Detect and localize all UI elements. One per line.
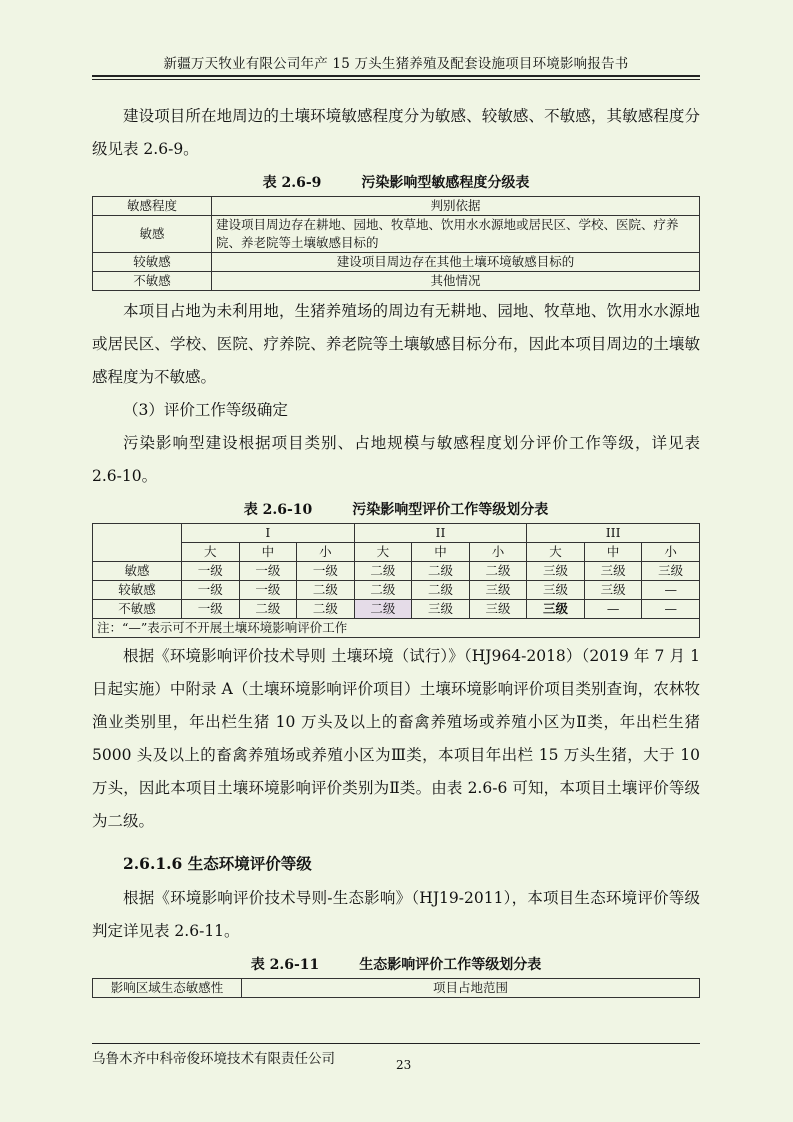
grade-cell: 三级	[527, 562, 585, 581]
grade-cell: 三级	[469, 600, 527, 619]
paragraph: 建设项目所在地周边的土壤环境敏感程度分为敏感、较敏感、不敏感，其敏感程度分级见表 2.6-9。	[92, 107, 700, 158]
grade-cell: 二级	[469, 562, 527, 581]
row-label: 不敏感	[93, 600, 182, 619]
grade-cell: 二级	[412, 562, 470, 581]
table-row	[93, 216, 700, 253]
header-rule-thin	[92, 79, 700, 80]
grade-cell-bold: 三级	[527, 600, 585, 619]
table-number: 表 2.6-9	[262, 175, 322, 191]
table-row	[93, 272, 700, 291]
header-cell: 判别依据	[212, 197, 700, 216]
row-label: 较敏感	[93, 581, 182, 600]
grading-table	[92, 523, 700, 638]
table-size-row	[93, 543, 700, 562]
paragraph: 本项目占地为未利用地，生猪养殖场的周边有无耕地、园地、牧草地、饮用水水源地或居民区、学校、医院、疗养院、养老院等土壤敏感目标分布，因此本项目周边的土壤敏感程度为不敏感。	[92, 302, 700, 386]
grade-cell: 一级	[182, 562, 240, 581]
corner-cell	[93, 524, 182, 562]
paragraph: （3）评价工作等级确定	[123, 401, 288, 419]
page-number: 23	[396, 1058, 412, 1072]
row-label: 不敏感	[93, 272, 212, 291]
grade-cell: 二级	[239, 600, 297, 619]
grade-cell: 三级	[527, 581, 585, 600]
grade-cell: 一级	[182, 600, 240, 619]
sensitivity-table	[92, 196, 700, 291]
grade-cell: 一级	[297, 562, 355, 581]
grade-cell: 二级	[297, 581, 355, 600]
group-header: I	[182, 524, 355, 543]
row-basis: 建设项目周边存在耕地、园地、牧草地、饮用水水源地或居民区、学校、医院、疗养院、养老院等土壤敏感目标的	[212, 216, 700, 253]
header-cell: 敏感程度	[93, 197, 212, 216]
header-rule-thick	[92, 75, 700, 77]
header-cell: 影响区域生态敏感性	[93, 979, 242, 998]
grade-cell: 三级	[469, 581, 527, 600]
grade-cell: 一级	[239, 581, 297, 600]
footer-company: 乌鲁木齐中科帝俊环境技术有限责任公司	[92, 1051, 335, 1067]
table-row	[93, 600, 700, 619]
grade-cell: 三级	[584, 581, 642, 600]
table-group-row	[93, 524, 700, 543]
table-title: 污染影响型评价工作等级划分表	[352, 502, 549, 518]
grade-cell: 三级	[584, 562, 642, 581]
table-header-row	[93, 197, 700, 216]
table-caption	[92, 954, 700, 974]
grade-cell: 二级	[354, 562, 412, 581]
table-row	[93, 581, 700, 600]
grade-cell: 二级	[354, 581, 412, 600]
table-note-row	[93, 619, 700, 638]
table-caption	[92, 499, 700, 519]
grade-cell: 二级	[412, 581, 470, 600]
footer-rule	[92, 1043, 700, 1044]
grade-cell: 一级	[239, 562, 297, 581]
row-label: 敏感	[93, 216, 212, 253]
table-note: 注：“—”表示可不开展土壤环境影响评价工作	[93, 619, 700, 638]
row-label: 较敏感	[93, 253, 212, 272]
group-header: II	[354, 524, 527, 543]
size-header: 小	[642, 543, 700, 562]
grade-cell: —	[642, 581, 700, 600]
table-number: 表 2.6-10	[243, 502, 313, 518]
table-number: 表 2.6-11	[250, 957, 320, 973]
size-header: 大	[354, 543, 412, 562]
size-header: 大	[182, 543, 240, 562]
table-title: 生态影响评价工作等级划分表	[359, 957, 542, 973]
table-title: 污染影响型敏感程度分级表	[361, 175, 530, 191]
size-header: 中	[584, 543, 642, 562]
size-header: 中	[412, 543, 470, 562]
grade-cell: 二级	[297, 600, 355, 619]
grade-cell-highlighted: 二级	[354, 600, 412, 619]
size-header: 大	[527, 543, 585, 562]
section-heading: 2.6.1.6 生态环境评价等级	[123, 854, 312, 873]
grade-cell: 三级	[412, 600, 470, 619]
grade-cell: 三级	[642, 562, 700, 581]
row-label: 敏感	[93, 562, 182, 581]
table-header-row	[93, 979, 700, 998]
table-caption	[92, 172, 700, 192]
paragraph: 根据《环境影响评价技术导则 土壤环境（试行）》（HJ964-2018）（2019 年 7 月 1 日起实施）中附录 A（土壤环境影响评价项目）土壤环境影响评价项目类别查询，农林牧渔业类别里，年出栏生猪 10 万头及以上的畜禽养殖场或养殖小区为Ⅱ类，年出栏生猪 5000 头及以上的畜禽养殖场或养殖小区为Ⅲ类，本项目年出栏 15 万头生猪，大于 10 万头，因此本项目土壤环境影响评价类别为Ⅱ类。由表 2.6-6 可知，本项目土壤评价等级为二级。	[92, 647, 700, 830]
header-cell: 项目占地范围	[242, 979, 700, 998]
paragraph: 污染影响型建设根据项目类别、占地规模与敏感程度划分评价工作等级，详见表 2.6-10。	[92, 434, 700, 485]
row-basis: 建设项目周边存在其他土壤环境敏感目标的	[212, 253, 700, 272]
size-header: 中	[239, 543, 297, 562]
grade-cell: 一级	[182, 581, 240, 600]
size-header: 小	[297, 543, 355, 562]
paragraph: 根据《环境影响评价技术导则-生态影响》（HJ19-2011），本项目生态环境评价等级判定详见表 2.6-11。	[92, 889, 700, 940]
table-row	[93, 253, 700, 272]
grade-cell: —	[584, 600, 642, 619]
document-header: 新疆万天牧业有限公司年产 15 万头生猪养殖及配套设施项目环境影响报告书	[163, 56, 629, 72]
row-basis: 其他情况	[212, 272, 700, 291]
grade-cell: —	[642, 600, 700, 619]
ecology-table	[92, 978, 700, 998]
page-content	[92, 100, 700, 998]
size-header: 小	[469, 543, 527, 562]
table-row	[93, 562, 700, 581]
group-header: III	[527, 524, 700, 543]
